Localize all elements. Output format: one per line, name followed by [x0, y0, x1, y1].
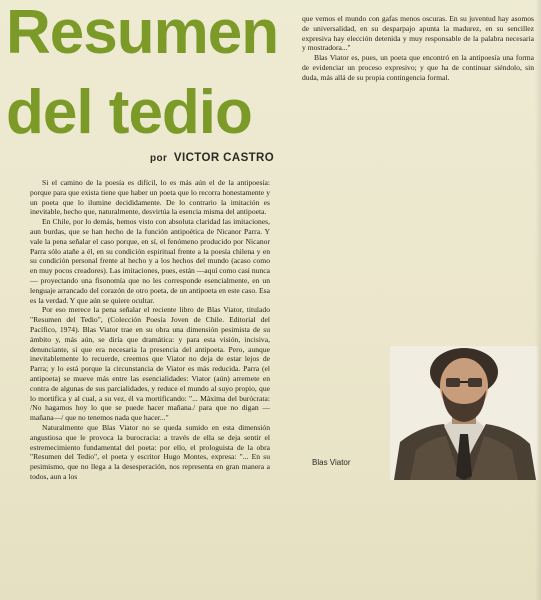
headline-line-2: del tedio: [6, 78, 252, 147]
paragraph: Por eso merece la pena señalar el reciente libro de Blas Viator, titulado "Resumen del Tedio", (Colección Poesía Joven de Chile. Editorial del Pacífico, 1974). Blas Viator trae en su obra una dimensión pesimista de su ámbito y, más aún, se diría que dramática: y para esta visión, incisiva, denunciante, sí que era necesaria la presencia del antipoeta. Pero, aunque inevitablemente lo recuerde, creemos que Viator no deja de estar lejos de Parra; y lo está porque la circunstancia de Viator es más reducida. Parra (el antipoeta) se mueve más entre las esencialidades: Viator (aún) arremete en contra de algunas de sus parcialidades, y reduce el mundo al suyo propio, que lo mortifica y al cual, a su vez, él va mortificando: "... Máxima del burócrata: /No hagamos hoy lo que se puede hacer mañana./ para que no digan — mañana—/ que no tenemos nada que hacer...": [30, 305, 270, 423]
paragraph: Naturalmente que Blas Viator no se queda sumido en esta dimensión angustiosa que le provoca la burocracia: a través de ella se deja sentir el estremecimiento fundamental del poeta: por ello, el prologuista de la obra "Resumen del Tedio", el poeta y escritor Hugo Montes, expresa: "... En su pesimismo, que no llega a la desesperación, nos representa en gran manera a todos, aun a los: [30, 422, 270, 481]
byline-prefix: por: [150, 153, 168, 164]
photo-caption: Blas Viator: [312, 458, 351, 467]
paragraph: que vemos el mundo con gafas menos oscuras. En su juventud hay asomos de universalidad, en su desparpajo apunta la madurez, en su sencillez expresiva hay elección detenida y muy responsable de la palabra necesaria y mostradora...": [302, 14, 534, 53]
article-right-column: [302, 14, 534, 124]
paragraph: En Chile, por lo demás, hemos visto con absoluta claridad las imitaciones, aun burdas, que se han hecho de la función antipoética de Nicanor Parra. Y vale la pena señalar el caso porque, en sí, el fenómeno producido por Nicanor Parra sólo atañe a él, en su condición espiritual frente a la poesía chilena y en su condición personal frente al hecho y a los hechos del mundo (acaso como en muy pocos creadores). Las imitaciones, pues, están —aquí como casi nunca— proyectando una fisonomía que no les corresponde esencialmente, en un lenguaje arrancado del corazón de otro poeta, de un antipoeta en este caso. Esa es la verdad. Y que aún se quiere ocultar.: [30, 217, 270, 305]
headline-line-1: Resumen: [6, 0, 279, 67]
byline-author: VICTOR CASTRO: [173, 152, 275, 164]
paragraph: Blas Viator es, pues, un poeta que encontró en la antipoesía una forma de evidenciar un proceso expresivo; y que ha de continuar siéndolo, sin duda, más allá de su propia contingencia formal.: [302, 53, 534, 82]
page-edge: [535, 0, 541, 600]
author-photo: [390, 346, 538, 480]
portrait-image: [390, 346, 538, 480]
byline: [150, 152, 274, 164]
article-left-column: [30, 178, 270, 598]
paragraph: Si el camino de la poesía es difícil, lo es más aún el de la antipoesía: porque para que exista tiene que haber un poeta que lo recorra honestamente y un poeta que lo ilumine decididamente. De lo contrario la imitación es inevitable, hecho que, naturalmente, desvirtúa la esencia misma del antipoeta.: [30, 178, 270, 217]
